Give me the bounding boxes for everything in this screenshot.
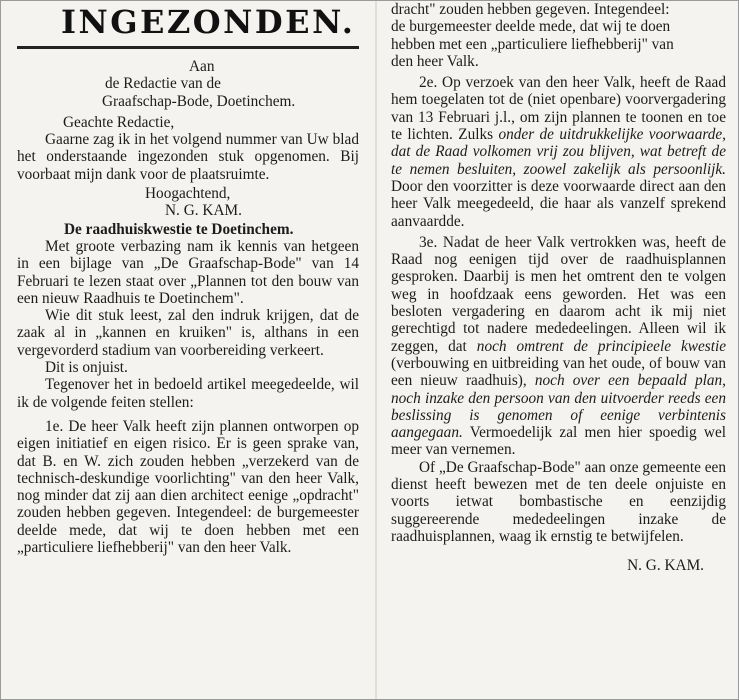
continued-line-3: hebben met een „particuliere liefhebberij" van <box>391 35 674 53</box>
masthead-rule <box>17 46 359 49</box>
paragraph-2: Wie dit stuk leest, zal den indruk krijgen, dat de zaak al in „kannen en kruiken" is, althans in een vergevorderd stadium van voorbereiding verkeert. <box>17 307 359 359</box>
paragraph-7-b: (verbouwing en uitbreiding van het oude, of bouw van een nieuw raadhuis), <box>391 354 726 390</box>
paragraph-1: Met groote verbazing nam ik kennis van hetgeen in een bijlage van „De Graafschap-Bode" van 14 Februari te lezen staat over „Plannen tot den bouw van een nieuw Raadhuis te Doetinchem". <box>17 237 359 307</box>
paragraph-7-italic-2: noch over een bepaald plan, noch inzake den persoon van den uitvoerder reeds een beslissing is genomen of eenige verbintenis aangegaan. <box>391 372 726 442</box>
continued-line-2: de burgemeester deelde mede, dat wij te doen <box>391 18 671 36</box>
intro-paragraph: Gaarne zag ik in het volgend nummer van Uw blad het onderstaande ingezonden stuk opgenomen. Bij voorbaat mijn dank voor de plaatsruimte. <box>17 131 359 183</box>
paragraph-6-end: Door den voorzitter is deze voorwaarde direct aan den heer Valk meegedeeld, die haar als vanzelf sprekend aanvaardde. <box>391 177 726 230</box>
paragraph-4: Tegenover het in bedoeld artikel meegedeelde, wil ik de volgende feiten stellen: <box>17 376 359 411</box>
section-masthead: INGEZONDEN. <box>61 3 356 41</box>
paragraph-3: Dit is onjuist. <box>45 359 128 377</box>
salutation: Geachte Redactie, <box>63 113 175 131</box>
continued-text <box>391 1 726 70</box>
final-signature: N. G. KAM. <box>627 557 704 575</box>
address-line-1: Aan <box>189 58 215 75</box>
paragraph-7-italic-1: noch omtrent de principieele kwestie <box>476 337 726 355</box>
paragraph-6-italic: onder de uitdrukkelijke voorwaarde, dat de Raad volkomen vrij zou blijven, wat betreft de te nemen besluiten, zoowel zakelijk als persoonlijk. <box>391 126 726 178</box>
paragraph-7-a: 3e. Nadat de heer Valk vertrokken was, heeft de Raad nog eenigen tijd over de raadhuisplannen gesproken. Daarbij is men het omtrent den te volgen weg in hoofdzaak eens geworden. Het was een besloten vergadering en daarom acht ik mij niet gerechtigd tot nadere mededeelingen. Alleen wil ik zeggen, dat <box>391 233 726 355</box>
address-line-3: Graafschap-Bode, Doetinchem. <box>102 92 296 110</box>
paragraph-6 <box>391 74 726 230</box>
paragraph-5: 1e. De heer Valk heeft zijn plannen ontworpen op eigen initiatief en eigen risico. Er is geen sprake van, dat B. en W. zich zouden hebben „verzekerd van de technisch-deskundige voorlichting" van den heer Valk, nog minder dat zij aan dien architect eenige „opdracht" zouden hebben gegeven. Integendeel: de burgemeester deelde mede, dat wij te doen hebben met een „particuliere liefhebberij" van den heer Valk. <box>17 417 359 557</box>
closing: Hoogachtend, <box>145 185 231 203</box>
paragraph-8: Of „De Graafschap-Bode" aan onze gemeente een dienst heeft bewezen met de ten deele onjuiste en voorts ietwat bombastische en eenzijdig suggereerende mededeelingen inzake de raadhuisplannen, waag ik ernstig te betwijfelen. <box>391 458 726 545</box>
left-column <box>1 1 375 699</box>
paragraph-7-c: Vermoedelijk zal men hier spoedig wel meer van vernemen. <box>391 424 726 459</box>
signature: N. G. KAM. <box>165 202 242 220</box>
right-column <box>377 1 738 699</box>
paragraph-6-start: 2e. Op verzoek van den heer Valk, heeft de Raad hem toegelaten tot de (niet openbare) voorvergadering van 13 Februari j.l., om zijn plannen te toonen en toe te lichten. Zulks <box>391 74 726 144</box>
paragraph-7 <box>391 234 726 459</box>
article-subheading: De raadhuiskwestie te Doetinchem. <box>64 220 294 238</box>
continued-line-1: dracht" zouden hebben gegeven. Integendeel: <box>391 1 670 18</box>
address-line-2: de Redactie van de <box>105 75 221 93</box>
continued-line-4: den heer Valk. <box>391 52 479 70</box>
